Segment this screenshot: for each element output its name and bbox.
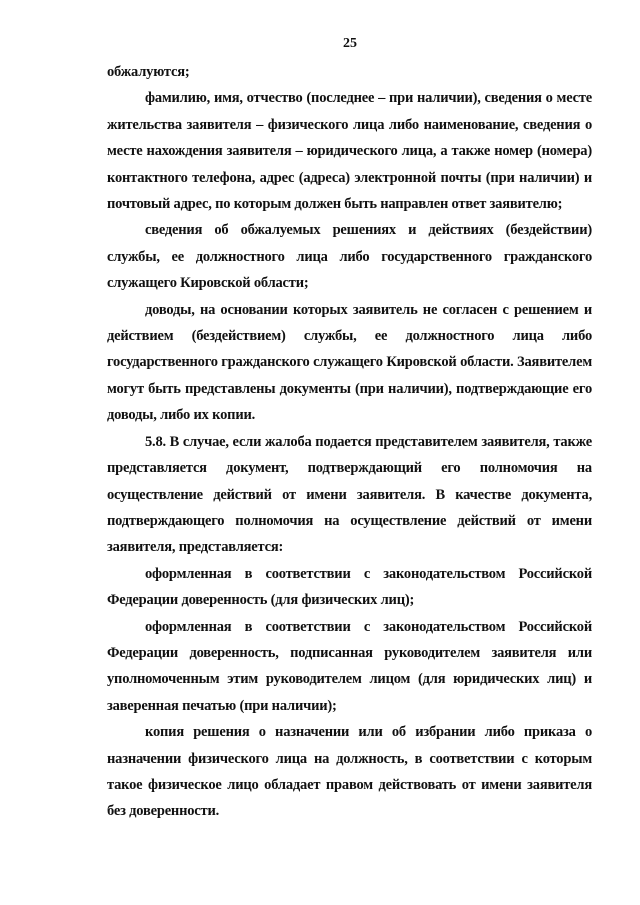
paragraph-5: 5.8. В случае, если жалоба подается представителем заявителя, также представляется документ, подтверждающий его полномочия на осуществление действий от имени заявителя. В качестве документа, подтверждающего полномочия на осуществление действий от имени заявителя, представляется: xyxy=(107,433,592,556)
paragraph-8: копия решения о назначении или об избрании либо приказа о назначении физического лица на должность, в соответствии с которым такое физическое лицо обладает правом действовать от имени заявителя без доверенности. xyxy=(107,724,592,820)
paragraph-3: сведения об обжалуемых решениях и действиях (бездействии) службы, ее должностного лица либо государственного гражданского служащего Кировской области; xyxy=(107,222,592,292)
paragraph-2: фамилию, имя, отчество (последнее – при наличии), сведения о месте жительства заявителя – физического лица либо наименование, сведения о месте нахождения заявителя – юридического лица, а также номер (номера) контактного телефона, адрес (адреса) электронной почты (при наличии) и почтовый адрес, по которым должен быть направлен ответ заявителю; xyxy=(107,90,592,213)
paragraph-1: обжалуются; xyxy=(107,64,190,80)
paragraph-4: доводы, на основании которых заявитель не согласен с решением и действием (бездействием) службы, ее должностного лица либо государственного гражданского служащего Кировской области. Заявителем могут быть представлены документы (при наличии), подтверждающие его доводы, либо их копии. xyxy=(107,301,592,424)
page-number: 25 xyxy=(343,36,357,51)
paragraph-6: оформленная в соответствии с законодательством Российской Федерации доверенность (для физических лиц); xyxy=(107,565,592,609)
paragraph-7: оформленная в соответствии с законодательством Российской Федерации доверенность, подписанная руководителем заявителя или уполномоченным этим руководителем лицом (для юридических лиц) и заверенная печатью (при наличии); xyxy=(107,618,592,714)
document-body xyxy=(107,59,592,825)
